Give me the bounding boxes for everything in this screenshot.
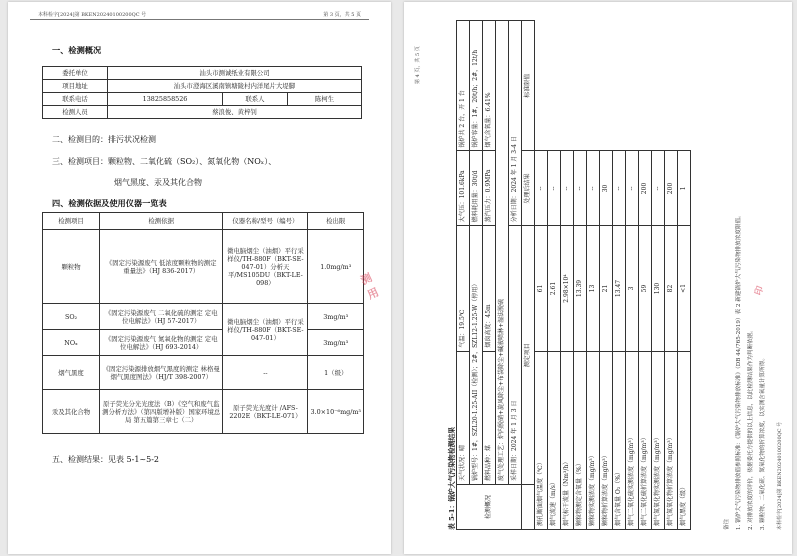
note-label: 备注 [724,518,730,530]
address-label: 项目地址 [43,80,108,93]
report-number: 本科检字[2024]第 BKEN20240100200QC 号 [777,421,783,530]
result-rows [535,21,691,530]
limit-cell: -- [613,151,626,226]
result-cell: <1 [678,226,691,351]
results-table [456,20,691,530]
item-cell: 烟气流速（m/s） [548,351,561,529]
table-row [561,21,574,530]
limit-cell: -- [535,151,548,226]
result-cell: 21 [600,226,613,351]
rotated-content [404,2,792,554]
section-purpose: 二、检测目的：排污状况检测 [52,135,156,144]
table-row [43,356,364,390]
table-row [613,21,626,530]
phone-value: 13825858526 [108,93,223,106]
basis-cell: 《固定污染源废气 低浓度颗粒物的测定 重量法》（HJ 836-2017） [100,230,223,304]
item-cell: 烟气氮氧化物实测浓度（mg/m³） [652,351,665,529]
cond-treatment: 废气处理工艺：炉内脱硝+旋风除尘+布袋除尘+碱液喷淋+湿法脱硫 [496,21,509,485]
address-value: 汕头市澄海区溪南镇塘陇村内洋尾片大堤脚 [108,80,362,93]
table-row [483,21,496,530]
limit-cell: 3mg/m³ [308,330,364,356]
table-header-row [43,213,364,230]
table-row [574,21,587,530]
table-row [43,230,364,304]
result-cell: 3 [626,226,639,351]
instrument-cell: -- [223,356,308,390]
table-row [496,21,509,530]
table-row [548,21,561,530]
result-cell: 82 [665,226,678,351]
limit-cell: -- [561,151,574,226]
item-cell: 颗粒物测定含氧量（%） [574,351,587,529]
limit-cell: 1.0mg/m³ [308,230,364,304]
table-row [43,67,362,80]
note-2: 2. 对排放浓度的评价，依据委托方提供的以上信息，以此检测结果作为判断依据。 [748,327,754,530]
limit-cell: -- [548,151,561,226]
limit-cell: -- [587,151,600,226]
result-cell: 130 [652,226,665,351]
table-row [43,80,362,93]
item-cell: SO₂ [43,304,100,330]
client-label: 委托单位 [43,67,108,80]
section-items-cont: 烟气黑度、汞及其化合物 [114,178,202,187]
result-cell: 13.39 [574,226,587,351]
table-row [43,390,364,434]
table-row [43,106,362,119]
table-row [678,21,691,530]
instrument-cell: 原子荧光光度计 /AFS-2202E（BKT-LE-071） [223,390,308,434]
limit-cell: 1（级） [308,356,364,390]
table-row [43,304,364,330]
item-cell: 烟气黑度（级） [678,351,691,529]
page-number: 第 3 页，共 5 页 [323,12,361,18]
header-rule [30,19,369,20]
limit-cell: 200 [639,151,652,226]
col-header-item: 检测项目 [43,213,100,230]
item-cell: 烟气标干流量（Nm³/h） [561,351,574,529]
limit-cell: 3.0×10⁻⁶mg/m³ [308,390,364,434]
phone-label: 联系电话 [43,93,108,106]
result-cell: 2.98×10⁴ [561,226,574,351]
item-cell: 颗粒物实测浓度（mg/m³） [587,351,600,529]
col-header-limit: 标准限值 [522,21,535,152]
staff-value: 蔡浪俊、黄梓钊 [108,106,362,119]
table-row [587,21,600,530]
item-cell: NOₓ [43,330,100,356]
report-number: 本科检字[2024]第 BKEN20240100200QC 号 [38,12,147,18]
staff-label: 检测人员 [43,106,108,119]
limit-cell: 1 [678,151,691,226]
limit-cell: -- [652,151,665,226]
table-header-row [522,21,535,530]
table-row [665,21,678,530]
note-1: 1. 锅炉大气污染物排放值参照标准：《锅炉大气污染物排放标准》（DB 44/765-2019）表 2 新建锅炉大气污染物排放浓度限值。 [736,212,742,530]
result-cell: 2.61 [548,226,561,351]
table-row [600,21,613,530]
item-cell: 颗粒物折算浓度（mg/m³） [600,351,613,529]
cond-capacity: 锅炉容量：1#，20t/h；2#，12t/h [470,21,483,152]
seal-stamp: 印 [753,285,767,297]
result-cell: 13 [587,226,600,351]
table-row [470,21,483,530]
item-cell: 烟气黑度 [43,356,100,390]
report-page-4 [404,2,792,554]
contact-label: 联系人 [223,93,288,106]
instrument-cell: 微电脑烟尘（油烟）平行采样仪/TH-880F（BKT-SE-047-01） [223,304,308,356]
table-row [535,21,548,530]
col-header-result: 处理后结果 [522,151,535,226]
cond-oxygen: 烟气含氧量：6.41% [483,21,496,152]
item-cell: 烟气含氧量 O₂（%） [613,351,626,529]
item-cell: 测孔断面烟气温度（℃） [535,351,548,529]
table-row [639,21,652,530]
overview-table [42,66,362,119]
basis-cell: 原子荧光分光光度法（B）《空气和废气监测分析方法》（第四版增补版）国家环境总局 第五篇第三章七（二） [100,390,223,434]
basis-cell: 《固定污染源废气 二氧化硫的测定 定电位电解法》（HJ 57-2017） [100,304,223,330]
cond-fuel: 燃料品种：煤 [483,351,496,484]
cond-analysis: 分析日期：2024 年 1 月 3-4 日 [509,21,522,226]
report-page-3 [8,2,391,554]
col-header-limit: 检出限 [308,213,364,230]
limit-cell: 3mg/m³ [308,304,364,330]
basis-cell: 《固定污染源排放烟气黑度的测定 林格曼烟气黑度图法》（HJ/T 398-2007） [100,356,223,390]
section-items: 三、检测项目：颗粒物、二氧化硫（SO₂）、氮氧化物（NOₓ）、 [52,157,277,166]
item-cell: 汞及其化合物 [43,390,100,434]
results-table-title: 表 5-1：锅炉大气污染物检测结果 [448,426,456,530]
contact-value: 陈柯生 [288,93,362,106]
note-3: 3. 颗粒物、二氧化硫、氮氧化物的折算浓度，以实测含氧量计算所得。 [760,355,766,530]
result-cell: 13.47 [613,226,626,351]
item-cell: 烟气二氧化硫折算浓度（mg/m³） [639,351,652,529]
cond-boiler-model: 锅炉型号：1#，SZL20-1.25-AII（检测）；2#，SZL12-1.25-W（停用） [470,226,483,485]
table-row [457,21,470,530]
col-header-instrument: 仪器名称/型号（编号） [223,213,308,230]
limit-cell: 30 [600,151,613,226]
section-methods-title: 四、检测依据及使用仪器一览表 [52,198,167,208]
cond-label: 检测概况 [457,485,522,530]
cond-date: 采样日期：2024 年 1 月 3 日 [509,226,522,485]
cond-steam: 蒸汽压力：0.9MPa [483,151,496,226]
col-header-basis: 检测依据 [100,213,223,230]
item-cell: 颗粒物 [43,230,100,304]
cond-weather: 天气状况：晴 [457,351,470,484]
client-value: 汕头市测诚纸业有限公司 [108,67,362,80]
table-row [626,21,639,530]
table-row [652,21,665,530]
cond-temp: 气温：19.5℃ [457,226,470,351]
limit-cell: -- [626,151,639,226]
instrument-cell: 微电脑烟尘（油烟）平行采样仪/TH-880F（BKT-SE-047-01）分析天平/MS105DU（BKT-LE-098） [223,230,308,304]
method-table [42,212,364,434]
seal-stamp: 测 用 [358,270,381,302]
limit-cell: 200 [665,151,678,226]
section-overview-title: 一、检测概况 [52,45,102,55]
blank-cell [522,485,535,530]
col-header-item: 测定项目 [522,226,535,485]
table-row [509,21,522,530]
cond-pressure: 大气压：101.6kPa [457,151,470,226]
cond-stack: 烟囱高度：45m [483,226,496,351]
item-cell: 烟气二氧化硫实测浓度（mg/m³） [626,351,639,529]
section-results: 五、检测结果：见表 5-1~5-2 [52,455,160,464]
page-number: 第 4 页，共 5 页 [415,46,421,84]
table-row [43,330,364,356]
result-cell: 59 [639,226,652,351]
cond-boiler-count: 锅炉共 2 台，开 1 台 [457,21,470,152]
item-cell: 烟气氮氧化物折算浓度（mg/m³） [665,351,678,529]
result-cell: 61 [535,226,548,351]
basis-cell: 《固定污染源废气 氮氧化物的测定 定电位电解法》（HJ 693-2014） [100,330,223,356]
table-row [43,93,362,106]
limit-cell: -- [574,151,587,226]
cond-fuel-use: 燃料耗用量：30t/d [470,151,483,226]
